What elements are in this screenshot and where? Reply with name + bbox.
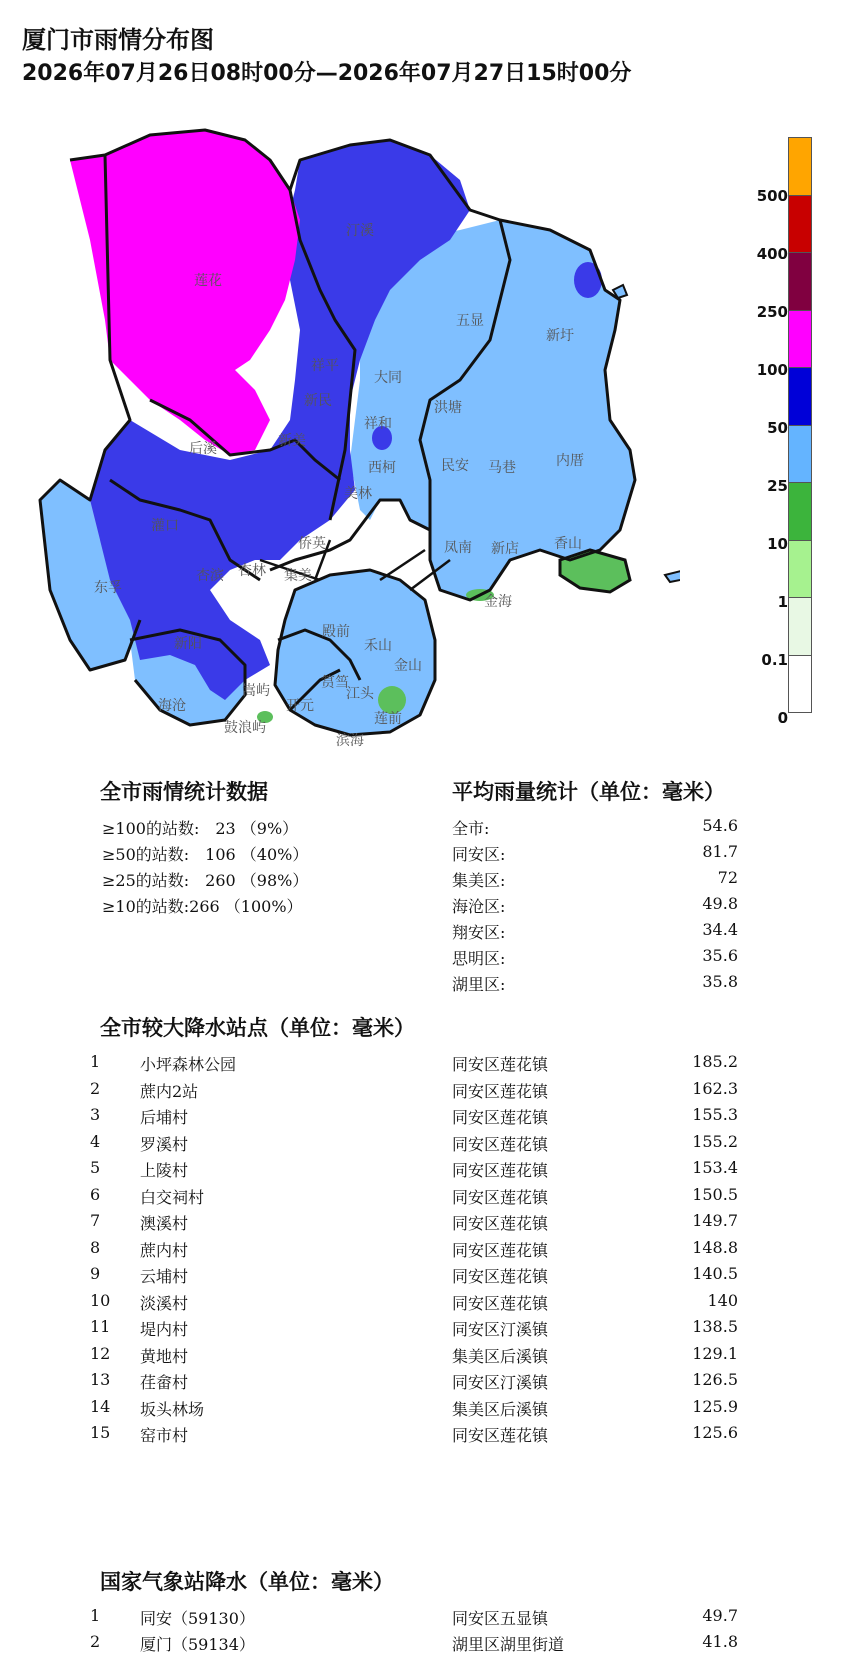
place-label: 民安: [441, 458, 469, 474]
national-title: 国家气象站降水（单位：毫米）: [100, 1570, 394, 1594]
avg-district-value: 35.8: [702, 972, 738, 991]
place-label: 侨英: [298, 536, 326, 552]
station-index: 8: [90, 1237, 101, 1257]
legend-label: 0.1: [761, 651, 788, 669]
legend-label: 50: [767, 419, 788, 437]
station-index: 4: [90, 1131, 101, 1151]
station-index: 6: [90, 1184, 101, 1204]
station-name: 白交祠村: [140, 1187, 205, 1207]
station-area: 同安区莲花镇: [452, 1267, 549, 1286]
place-label: 大同: [374, 370, 402, 386]
station-name: 窑市村: [140, 1426, 189, 1445]
legend-swatch: [788, 540, 812, 599]
place-label: 新民: [304, 393, 332, 409]
avg-title: 平均雨量统计（单位：毫米）: [452, 780, 725, 804]
place-label: 滨海: [336, 733, 364, 749]
avg-district-value: 81.7: [702, 842, 738, 861]
place-label: 灌口: [151, 518, 179, 534]
place-label: 筼筜: [321, 675, 349, 691]
legend-swatch: [788, 655, 812, 714]
legend-swatch: [788, 425, 812, 484]
station-name: 厦门（59134）: [140, 1635, 255, 1654]
place-label: 嵩屿: [242, 683, 270, 699]
station-area: 集美区后溪镇: [452, 1399, 549, 1419]
avg-district-value: 34.4: [702, 920, 738, 939]
place-label: 开元: [286, 698, 314, 714]
station-area: 同安区莲花镇: [452, 1214, 549, 1233]
station-name: 小坪森林公园: [140, 1055, 237, 1074]
legend-swatch: [788, 367, 812, 426]
station-value: 162.3: [692, 1078, 738, 1098]
stats-title: 全市雨情统计数据: [100, 780, 268, 804]
place-label: 新美: [278, 433, 306, 449]
station-value: 41.8: [702, 1632, 738, 1651]
legend-label: 100: [756, 361, 788, 379]
place-label: 江头: [346, 686, 374, 702]
station-index: 14: [90, 1396, 111, 1416]
place-label: 新店: [491, 541, 519, 557]
station-area: 同安区莲花镇: [452, 1293, 549, 1313]
place-label: 集美: [284, 568, 312, 584]
avg-district-name: 同安区:: [452, 845, 506, 864]
stats-line: ≥25的站数: 260 （98%）: [102, 871, 309, 890]
place-label: 莲花: [194, 273, 222, 289]
legend-label: 400: [756, 245, 788, 263]
station-area: 同安区莲花镇: [452, 1240, 549, 1260]
station-value: 155.2: [692, 1131, 738, 1151]
top-stations-title: 全市较大降水站点（单位：毫米）: [100, 1016, 415, 1040]
station-area: 同安区莲花镇: [452, 1081, 549, 1101]
station-name: 同安（59130）: [140, 1609, 255, 1628]
station-name: 蔗内2站: [140, 1081, 199, 1101]
stats-line: ≥50的站数: 106 （40%）: [102, 845, 309, 864]
station-index: 10: [90, 1290, 111, 1310]
station-value: 129.1: [692, 1343, 738, 1363]
station-area: 同安区莲花镇: [452, 1161, 549, 1180]
avg-district-name: 翔安区:: [452, 923, 506, 942]
station-index: 7: [90, 1211, 101, 1230]
station-value: 138.5: [692, 1317, 738, 1336]
island-east-1: [665, 570, 680, 582]
station-index: 1: [90, 1606, 101, 1625]
map-time-range: 2026年07月26日08时00分—2026年07月27日15时00分: [22, 61, 632, 86]
station-index: 9: [90, 1264, 101, 1283]
avg-district-name: 海沧区:: [452, 897, 506, 916]
stats-line: ≥100的站数: 23 （9%）: [102, 819, 299, 838]
rain-spot-dadeng: [560, 550, 630, 592]
station-name: 蔗内村: [140, 1240, 189, 1260]
legend-swatch: [788, 137, 812, 196]
station-value: 155.3: [692, 1105, 738, 1124]
station-name: 黄地村: [140, 1346, 189, 1366]
station-value: 150.5: [692, 1184, 738, 1204]
rain-spot-lianqian: [378, 686, 406, 714]
station-value: 125.9: [692, 1396, 738, 1416]
legend-label: 10: [767, 535, 788, 553]
station-index: 5: [90, 1158, 101, 1177]
place-label: 杏林: [238, 563, 266, 579]
place-label: 祥和: [364, 416, 392, 432]
legend-swatch: [788, 482, 812, 541]
place-label: 汀溪: [346, 223, 374, 239]
station-value: 125.6: [692, 1423, 738, 1442]
station-value: 49.7: [702, 1606, 738, 1625]
station-area: 同安区莲花镇: [452, 1426, 549, 1445]
station-index: 3: [90, 1105, 101, 1124]
legend-label: 25: [767, 477, 788, 495]
place-label: 鼓浪屿: [224, 720, 266, 736]
station-area: 同安区莲花镇: [452, 1055, 549, 1074]
station-area: 同安区莲花镇: [452, 1134, 549, 1154]
station-index: 12: [90, 1343, 111, 1363]
station-index: 11: [90, 1317, 111, 1336]
place-label: 东孚: [94, 580, 122, 596]
place-label: 香山: [554, 536, 582, 552]
legend-swatch: [788, 310, 812, 369]
station-index: 1: [90, 1052, 101, 1071]
place-label: 西柯: [368, 460, 396, 476]
station-name: 淡溪村: [140, 1293, 189, 1313]
rainfall-map: [30, 120, 680, 760]
place-label: 金海: [484, 594, 512, 610]
station-name: 云埔村: [140, 1267, 189, 1286]
avg-district-name: 集美区:: [452, 871, 506, 890]
rainfall-legend: [788, 138, 812, 713]
place-label: 内厝: [556, 453, 584, 469]
place-label: 五显: [456, 313, 484, 329]
station-name: 坂头林场: [140, 1399, 205, 1419]
place-label: 新圩: [546, 328, 574, 344]
avg-district-value: 35.6: [702, 946, 738, 965]
station-index: 2: [90, 1632, 101, 1651]
station-area: 同安区莲花镇: [452, 1187, 549, 1207]
station-area: 同安区汀溪镇: [452, 1373, 549, 1392]
station-area: 湖里区湖里街道: [452, 1635, 565, 1654]
map-title: 厦门市雨情分布图: [22, 26, 214, 54]
place-label: 凤南: [444, 540, 472, 556]
station-name: 上陵村: [140, 1161, 189, 1180]
station-value: 148.8: [692, 1237, 738, 1257]
legend-label: 250: [756, 303, 788, 321]
station-value: 140: [707, 1290, 738, 1310]
place-label: 新阳: [174, 636, 202, 652]
place-label: 海沧: [158, 698, 186, 714]
place-label: 美林: [344, 486, 372, 502]
station-name: 堤内村: [140, 1320, 189, 1339]
avg-district-name: 湖里区:: [452, 975, 506, 994]
station-name: 后埔村: [140, 1108, 189, 1127]
station-index: 13: [90, 1370, 111, 1389]
place-label: 祥平: [311, 358, 339, 374]
station-value: 140.5: [692, 1264, 738, 1283]
place-label: 莲前: [374, 711, 402, 727]
place-label: 马巷: [488, 460, 516, 476]
station-value: 153.4: [692, 1158, 738, 1177]
avg-district-value: 54.6: [702, 816, 738, 835]
place-label: 杏滨: [196, 568, 224, 584]
station-name: 罗溪村: [140, 1134, 189, 1154]
station-index: 2: [90, 1078, 101, 1098]
legend-label: 0: [777, 709, 788, 727]
place-label: 殿前: [322, 624, 350, 640]
stats-line: ≥10的站数:266 （100%）: [102, 897, 303, 916]
station-name: 荏畲村: [140, 1373, 189, 1392]
avg-district-value: 72: [717, 868, 738, 887]
legend-swatch: [788, 597, 812, 656]
avg-district-value: 49.8: [702, 894, 738, 913]
station-area: 同安区汀溪镇: [452, 1320, 549, 1339]
legend-swatch: [788, 195, 812, 254]
station-name: 澳溪村: [140, 1214, 189, 1233]
station-area: 同安区莲花镇: [452, 1108, 549, 1127]
legend-label: 1: [777, 593, 788, 611]
station-index: 15: [90, 1423, 111, 1442]
avg-district-name: 思明区:: [452, 949, 506, 968]
legend-swatch: [788, 252, 812, 311]
place-label: 禾山: [364, 638, 392, 654]
station-value: 126.5: [692, 1370, 738, 1389]
place-label: 金山: [394, 658, 422, 674]
station-area: 同安区五显镇: [452, 1609, 549, 1628]
place-label: 后溪: [189, 441, 217, 457]
place-label: 洪塘: [434, 400, 462, 416]
station-value: 185.2: [692, 1052, 738, 1071]
station-value: 149.7: [692, 1211, 738, 1230]
legend-label: 500: [756, 187, 788, 205]
station-area: 集美区后溪镇: [452, 1346, 549, 1366]
avg-district-name: 全市:: [452, 819, 490, 838]
